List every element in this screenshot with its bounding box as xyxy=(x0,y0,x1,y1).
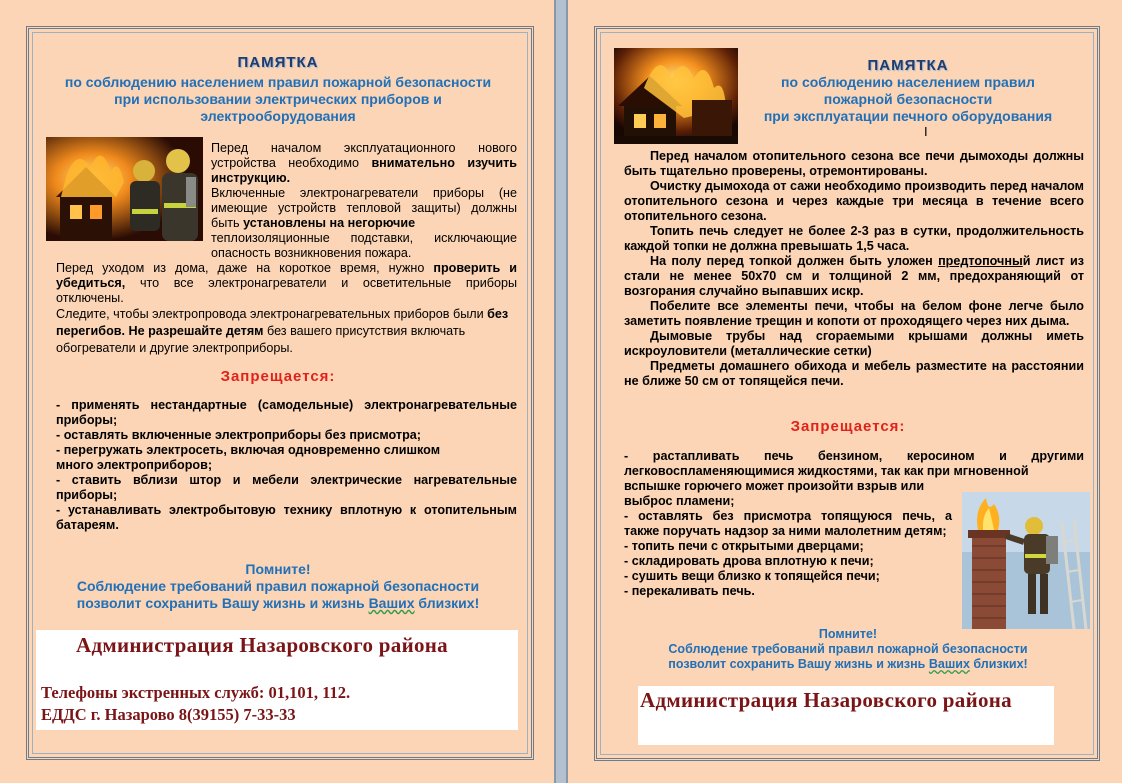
right-subtitle-line: по соблюдению населением правил xyxy=(781,74,1035,90)
intro-text-bold: проверить и убедиться, xyxy=(56,261,517,290)
paragraph xyxy=(624,254,1084,299)
burning-house-photo xyxy=(614,48,738,144)
intro-text: теплоизоляционные подставки, исключающие опасность возникновения пожара. xyxy=(211,231,517,260)
left-intro-top xyxy=(211,141,517,186)
intro-text: Включенные электронагреватели приборы (не имеющие устройств тепловой защиты) должны быть xyxy=(211,186,517,230)
left-subtitle-line: электрооборудования xyxy=(200,108,356,124)
remember-text: близких! xyxy=(418,595,480,611)
paragraph: Очистку дымохода от сажи необходимо производить перед началом отопительного сезона и через каждые три месяца в течение всего отопительного сезона. xyxy=(624,179,1084,223)
left-forbidden-title: Запрещается: xyxy=(220,368,336,385)
right-title: ПАМЯТКА xyxy=(867,57,949,74)
remember-text: близких! xyxy=(973,657,1028,671)
intro-text: Перед началом эксплуатационного нового устройства необходимо xyxy=(211,141,517,170)
list-item: - оставлять включенные электроприборы без присмотра; xyxy=(56,428,421,442)
intro-text: Следите, чтобы электропровода электронагревательных приборов были xyxy=(56,307,484,321)
intro-text: Перед уходом из дома, даже на короткое время, нужно xyxy=(56,261,425,275)
list-item: - ставить вблизи штор и мебели электрические нагревательные приборы; xyxy=(56,473,517,502)
phones-line: ЕДДС г. Назарово 8(39155) 7-33-33 xyxy=(41,705,296,724)
remember-text: Ваших xyxy=(368,595,415,611)
intro-text: без вашего присутствия включать обогреватели и другие электроприборы. xyxy=(56,324,466,355)
intro-text: что все электронагреватели и осветительные приборы отключены. xyxy=(56,276,518,305)
intro-text-bold: Не разрешайте детям xyxy=(128,324,264,338)
paragraph: Предметы домашнего обихода и мебель разместите на расстоянии не ближе 50 см от топящейся печи. xyxy=(624,359,1084,388)
paragraph-text: й лист из стали не менее 50х70 см и толщиной 2 мм, предохраняющий от возгорания случайно выпавших искр. xyxy=(624,254,1085,298)
left-remember xyxy=(40,561,516,612)
paragraph-text: На полу перед топкой должен быть уложен xyxy=(650,254,933,268)
list-item: - сушить вещи близко к топящейся печи; xyxy=(624,569,880,583)
paragraph: Перед началом отопительного сезона все печи дымоходы должны быть тщательно проверены, отремонтированы. xyxy=(624,149,1084,178)
list-item: - перекаливать печь. xyxy=(624,584,755,598)
chimney-firefighter-photo xyxy=(962,492,1090,629)
intro-text xyxy=(56,231,517,261)
right-page xyxy=(566,0,1122,783)
list-item: - топить печи с открытыми дверцами; xyxy=(624,539,864,553)
remember-title: Помните! xyxy=(818,627,878,641)
right-subtitle-line: при эксплуатации печного оборудования xyxy=(763,108,1053,124)
right-forbidden-list xyxy=(624,479,952,599)
remember-text: Ваших xyxy=(928,657,970,671)
intro-text-bold: . xyxy=(121,324,126,338)
admin-name: Администрация Назаровского района xyxy=(640,688,1012,712)
left-title: ПАМЯТКА xyxy=(237,54,319,71)
left-admin-box xyxy=(36,630,518,730)
right-subtitle xyxy=(748,74,1068,125)
list-item: - устанавливать электробытовую технику вплотную к отопительным батареям. xyxy=(56,503,517,532)
right-forbidden-title: Запрещается: xyxy=(790,418,906,435)
firefighters-photo xyxy=(46,137,203,241)
remember-line xyxy=(40,595,516,612)
paragraph-text: предтопочны xyxy=(938,254,1023,268)
paragraph: Дымовые трубы над сгораемыми крышами должны иметь искроуловители (металлические сетки) xyxy=(624,329,1084,358)
left-subtitle xyxy=(40,74,516,125)
phones-line: Телефоны экстренных служб: 01,101, 112. xyxy=(41,683,351,702)
right-forbidden-first: - растапливать печь бензином, керосином и другими легковоспламеняющимися жидкостями, так как при мгновенной xyxy=(624,449,1084,478)
remember-line: Соблюдение требований правил пожарной безопасности xyxy=(668,642,1028,656)
remember-text: позволит сохранить Вашу жизнь и жизнь xyxy=(76,595,365,611)
left-forbidden-list xyxy=(56,398,517,533)
remember-line xyxy=(608,657,1088,672)
paragraph: Побелите все элементы печи, чтобы на белом фоне легче было заметить появление трещин и копоти от проходящего через них дыма. xyxy=(624,299,1084,328)
remember-text: позволит сохранить Вашу жизнь и жизнь xyxy=(668,657,926,671)
right-paragraphs xyxy=(624,149,1084,389)
left-intro-p2 xyxy=(211,186,517,231)
list-item: - складировать дрова вплотную к печи; xyxy=(624,554,874,568)
list-item: - перегружать электросеть, включая одновременно слишком xyxy=(56,443,441,457)
list-item: - оставлять без присмотра топящуюся печь, а также поручать надзор за ними малолетним детям; xyxy=(624,509,952,538)
right-admin-box xyxy=(638,686,1054,745)
intro-text-bold: внимательно изучить инструкцию. xyxy=(211,156,517,185)
paragraph: Топить печь следует не более 2-3 раз в сутки, продолжительность каждой топки не должна превышать 1,5 часа. xyxy=(624,224,1084,253)
list-item: - применять нестандартные (самодельные) электронагревательные приборы; xyxy=(56,398,517,427)
right-remember xyxy=(608,627,1088,672)
left-subtitle-line: при использовании электрических приборов и xyxy=(114,91,442,107)
list-item: много электроприборов; xyxy=(56,458,213,472)
left-intro-p4 xyxy=(56,306,517,357)
admin-name: Администрация Назаровского района xyxy=(76,633,448,657)
emergency-phones xyxy=(41,682,350,726)
remember-line: Соблюдение требований правил пожарной безопасности xyxy=(76,578,480,594)
right-subtitle-line: пожарной безопасности xyxy=(823,91,993,107)
list-item: вспышке горючего может произойти взрыв или выброс пламени; xyxy=(624,479,925,508)
text-cursor-mark: I xyxy=(924,124,928,139)
remember-title: Помните! xyxy=(245,561,311,577)
intro-text-bold: установлены на негорючие xyxy=(243,216,416,230)
intro-text-bold: без перегибов xyxy=(56,307,509,338)
left-page xyxy=(0,0,556,783)
left-intro-p2-cont xyxy=(56,231,517,261)
left-subtitle-line: по соблюдению населением правил пожарной безопасности xyxy=(64,74,492,90)
left-intro-p3 xyxy=(56,261,517,306)
